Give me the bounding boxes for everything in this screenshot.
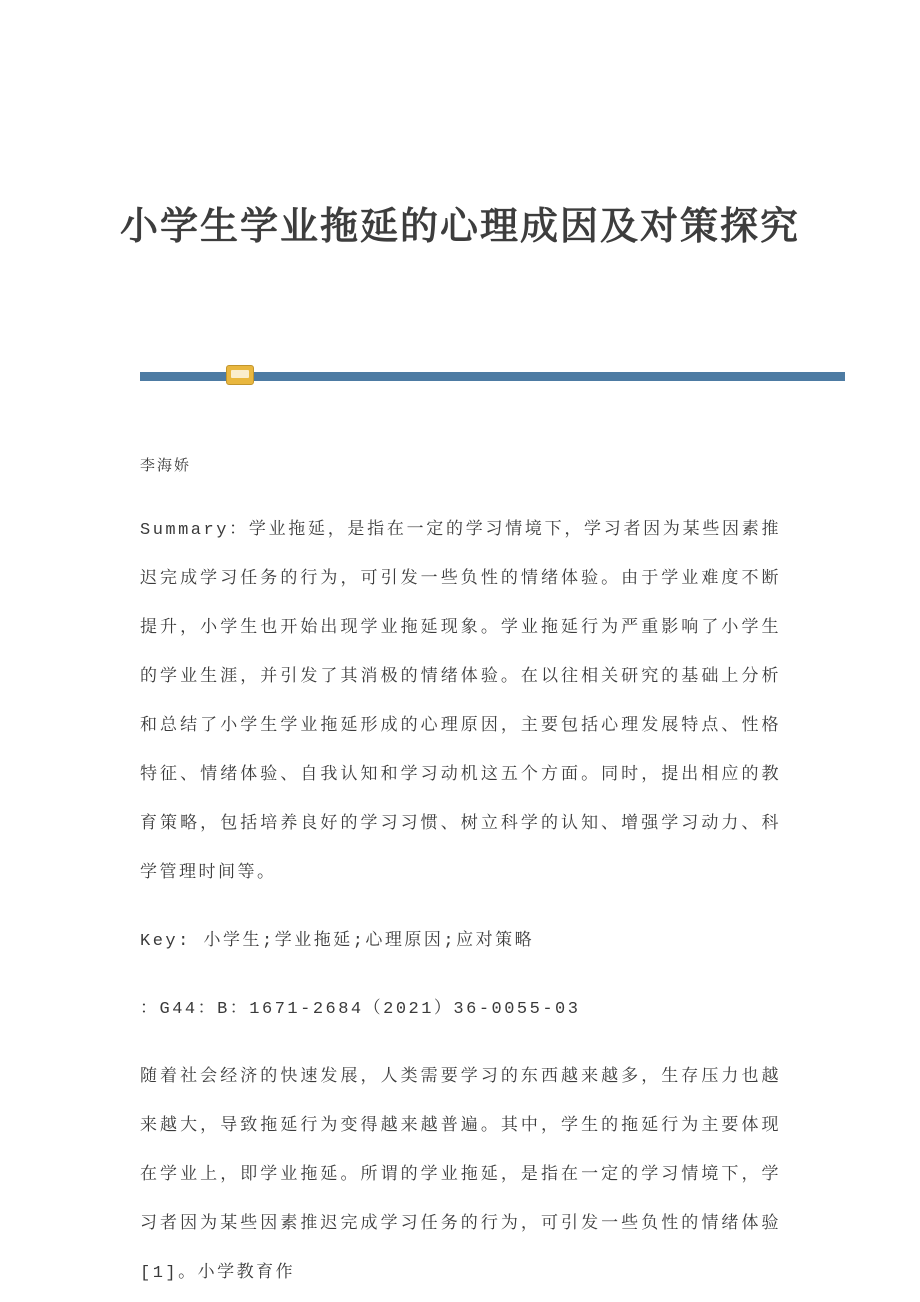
classification-line: ：G44：B：1671-2684（2021）36-0055-03 bbox=[140, 1000, 581, 1019]
keywords-line: Key: 小学生;学业拖延;心理原因;应对策略 bbox=[140, 932, 535, 951]
envelope-icon bbox=[226, 365, 254, 385]
article-content bbox=[140, 452, 781, 1302]
document-title: 小学生学业拖延的心理成因及对策探究 bbox=[119, 204, 800, 248]
body-paragraph: 随着社会经济的快速发展，人类需要学习的东西越来越多，生存压力也越来越大，导致拖延行为变得越来越普遍。其中，学生的拖延行为主要体现在学业上，即学业拖延。所谓的学业拖延，是指在一定的学习情境下，学习者因为某些因素推迟完成学习任务的行为，可引发一些负性的情绪体验[1]。小学教育作 bbox=[140, 1068, 781, 1283]
summary-paragraph: Summary：学业拖延，是指在一定的学习情境下，学习者因为某些因素推迟完成学习任务的行为，可引发一些负性的情绪体验。由于学业难度不断提升，小学生也开始出现学业拖延现象。学业拖延行为严重影响了小学生的学业生涯，并引发了其消极的情绪体验。在以往相关研究的基础上分析和总结了小学生学业拖延形成的心理原因，主要包括心理发展特点、性格特征、情绪体验、自我认知和学习动机这五个方面。同时，提出相应的教育策略，包括培养良好的学习习惯、树立科学的认知、增强学习动力、科学管理时间等。 bbox=[140, 521, 781, 883]
author-name: 李海娇 bbox=[140, 458, 192, 475]
envelope-icon-inner bbox=[231, 370, 249, 378]
divider-bar bbox=[140, 372, 845, 381]
